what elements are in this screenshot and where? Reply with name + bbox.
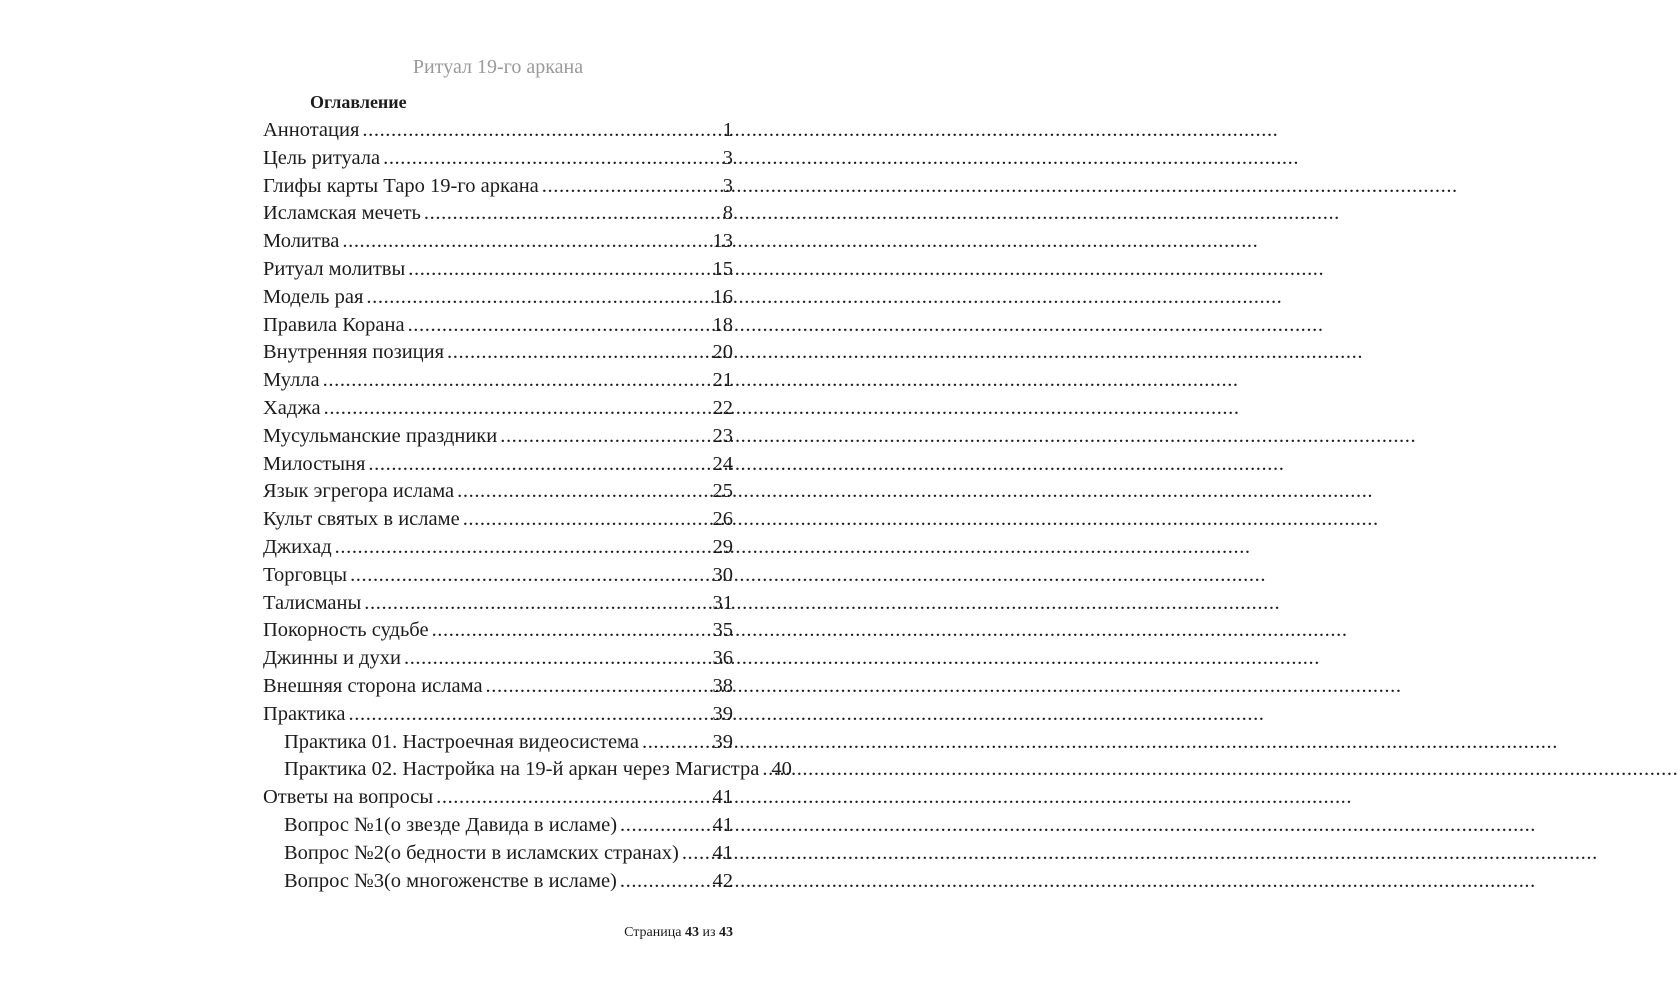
footer-total-pages: 43: [719, 925, 733, 940]
toc-entry-label: Джинны и духи: [263, 647, 401, 670]
dot-leader: [620, 868, 712, 896]
toc-entry-page: 38: [712, 674, 733, 697]
dot-leader: [364, 590, 711, 618]
toc-entry-label: Торговцы: [263, 563, 348, 586]
toc-entry-page: 41: [712, 813, 733, 836]
toc-entry: [263, 200, 733, 228]
toc-entry: [263, 478, 733, 506]
dot-leader: [368, 451, 711, 479]
toc-entry: [263, 367, 733, 395]
dot-leader: [323, 367, 712, 395]
toc-entry-label: Молитва: [263, 230, 340, 253]
toc-entry-label: Модель рая: [263, 285, 364, 308]
document-header-title: Ритуал 19-го аркана: [412, 56, 584, 78]
toc-entry-page: 35: [712, 619, 733, 642]
toc-entry-page: 22: [712, 396, 733, 419]
dot-leader: [342, 228, 711, 256]
toc-entry-label: Язык эгрегора ислама: [263, 480, 455, 503]
toc-list: [263, 117, 792, 895]
footer-current-page: 43: [684, 925, 699, 940]
toc-entry: [263, 228, 733, 256]
toc-entry: [263, 117, 733, 145]
toc-entry: [263, 590, 733, 618]
dot-leader: [762, 756, 770, 784]
dot-leader: [620, 812, 711, 840]
toc-entry-label: Джихад: [263, 535, 332, 558]
dot-leader: [404, 645, 712, 673]
toc-entry-label: Практика 01. Настроечная видеосистема: [284, 730, 639, 753]
toc-entry: [263, 451, 733, 479]
dot-leader: [366, 284, 711, 312]
toc-entry-page: 1: [722, 119, 733, 141]
toc-entry: [263, 729, 733, 757]
toc-entry-label: Правила Корана: [263, 313, 405, 336]
toc-entry-label: Мусульманские праздники: [263, 424, 498, 447]
page-footer: [624, 924, 733, 942]
toc-entry-page: 13: [712, 230, 733, 253]
toc-entry-page: 41: [712, 786, 733, 809]
toc-entry-label: Милостыня: [263, 452, 366, 475]
toc-entry: [263, 312, 733, 340]
dot-leader: [457, 478, 711, 506]
toc-entry-page: 16: [712, 285, 733, 308]
dot-leader: [463, 506, 712, 534]
toc-entry-page: 29: [712, 535, 733, 558]
toc-entry-page: 21: [712, 369, 733, 392]
toc-entry: [263, 673, 733, 701]
toc-entry: [263, 395, 733, 423]
toc-entry: [263, 256, 733, 284]
toc-entry-page: 15: [712, 257, 733, 280]
dot-leader: [432, 617, 712, 645]
toc-entry-label: Практика: [263, 702, 346, 725]
footer-of-word: из: [702, 925, 716, 940]
toc-entry-label: Практика 02. Настройка на 19-й аркан через Магистра: [284, 758, 760, 781]
dot-leader: [424, 200, 722, 228]
toc-entry: [263, 617, 733, 645]
toc-entry-label: Вопрос №1(о звезде Давида в исламе): [284, 813, 618, 836]
dot-leader: [436, 784, 711, 812]
toc-entry-label: Покорность судьбе: [263, 619, 429, 642]
toc-entry: [263, 562, 733, 590]
toc-entry-page: 8: [722, 202, 733, 225]
toc-entry-page: 3: [722, 174, 733, 197]
toc-entry-label: Ответы на вопросы: [263, 786, 434, 809]
dot-leader: [682, 840, 712, 868]
toc-entry-label: Аннотация: [263, 119, 360, 141]
toc-entry-label: Внутренняя позиция: [263, 341, 445, 364]
toc-entry-page: 39: [712, 702, 733, 725]
toc-entry-label: Ритуал молитвы: [263, 257, 406, 280]
dot-leader: [642, 729, 712, 757]
toc-entry: [263, 173, 733, 201]
toc-entry-page: 41: [712, 841, 733, 864]
toc-entry-label: Талисманы: [263, 591, 362, 614]
toc-entry-page: 20: [712, 341, 733, 364]
toc-entry: [263, 534, 733, 562]
toc-entry: [263, 784, 733, 812]
toc-entry-label: Хаджа: [263, 396, 321, 419]
toc-entry-label: Цель ритуала: [263, 146, 381, 169]
dot-leader: [408, 256, 711, 284]
toc-entry: [263, 145, 733, 173]
toc-entry-page: 18: [712, 313, 733, 336]
toc-entry-label: Вопрос №3(о многоженстве в исламе): [284, 869, 617, 892]
toc-entry: [263, 756, 792, 784]
toc-entry-page: 40: [771, 758, 792, 781]
toc-entry: [263, 423, 733, 451]
dot-leader: [383, 145, 722, 173]
toc-entry-page: 36: [712, 647, 733, 670]
toc-entry: [263, 840, 733, 868]
toc-entry-label: Культ святых в исламе: [263, 508, 460, 531]
dot-leader: [486, 673, 712, 701]
toc-entry-page: 42: [712, 869, 733, 892]
dot-leader: [335, 534, 712, 562]
toc-entry-page: 23: [712, 424, 733, 447]
toc-entry-page: 24: [712, 452, 733, 475]
dot-leader: [408, 312, 712, 340]
toc-entry-page: 31: [712, 591, 733, 614]
toc-entry-label: Внешняя сторона ислама: [263, 674, 483, 697]
toc-entry: [263, 701, 733, 729]
dot-leader: [349, 701, 712, 729]
dot-leader: [350, 562, 711, 590]
toc-entry: [263, 284, 733, 312]
dot-leader: [447, 339, 711, 367]
dot-leader: [542, 173, 722, 201]
toc-entry-page: 25: [712, 480, 733, 503]
toc-entry-page: 30: [712, 563, 733, 586]
footer-page-word: Страница: [624, 925, 682, 940]
toc-entry: [263, 645, 733, 673]
toc-entry: [263, 868, 733, 896]
toc-entry: [263, 506, 733, 534]
toc-entry-label: Глифы карты Таро 19-го аркана: [263, 174, 539, 197]
toc-entry-label: Исламская мечеть: [263, 202, 421, 225]
dot-leader: [324, 395, 712, 423]
toc-heading: Оглавление: [310, 92, 407, 112]
toc-entry: [263, 812, 733, 840]
toc-entry-page: 3: [722, 146, 733, 169]
toc-entry-page: 26: [712, 508, 733, 531]
toc-entry-label: Вопрос №2(о бедности в исламских странах): [284, 841, 679, 864]
dot-leader: [500, 423, 711, 451]
dot-leader: [362, 117, 721, 145]
toc-entry: [263, 339, 733, 367]
toc-entry-label: Мулла: [263, 369, 320, 392]
text-column: [263, 0, 792, 1000]
toc-entry-page: 39: [712, 730, 733, 753]
